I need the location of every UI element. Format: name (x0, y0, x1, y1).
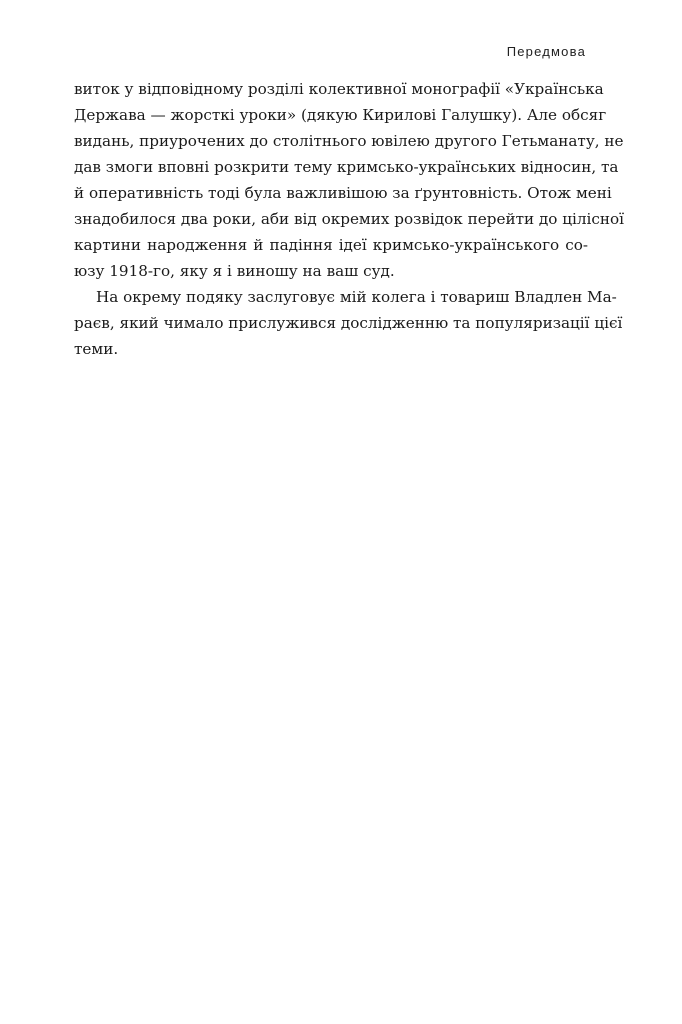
text-line: раєв, який чимало прислужився дослідженню та популяризації цієї (74, 314, 623, 332)
text-line: й оперативність тоді була важливішою за ґрунтовність. Отож мені (74, 184, 612, 202)
text-line: юзу 1918-го, яку я і виношу на ваш суд. (74, 262, 395, 280)
text-line: теми. (74, 340, 119, 358)
text-line: видань, приурочених до столітнього ювілею другого Гетьманату, не (74, 132, 624, 150)
running-head: Передмова (506, 44, 586, 59)
text-line: дав змоги вповні розкрити тему кримсько-українських відносин, та (74, 158, 619, 176)
text-line: знадобилося два роки, аби від окремих розвідок перейти до цілісної (74, 210, 625, 228)
text-line: Держава — жорсткі уроки» (дякую Кирилові Галушку). Але обсяг (74, 106, 607, 124)
text-line: картини народження й падіння ідеї кримсько-українського со- (74, 236, 588, 254)
text-line: На окрему подяку заслуговує мій колега і товариш Владлен Ма- (96, 288, 617, 306)
body-text (74, 76, 625, 362)
text-line: виток у відповідному розділі колективної монографії «Українська (74, 80, 604, 98)
